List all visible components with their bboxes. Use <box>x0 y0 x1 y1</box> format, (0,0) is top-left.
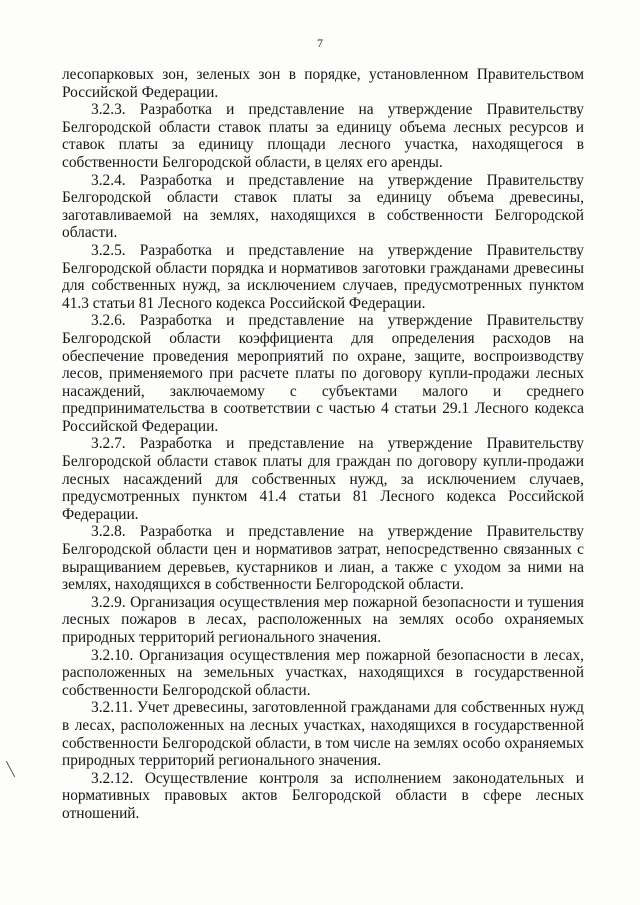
paragraph-continuation: лесопарковых зон, зеленых зон в порядке, установленном Правительством Российской Федерации. <box>62 66 584 101</box>
scan-mark <box>6 761 15 777</box>
paragraph-3-2-10: 3.2.10. Организация осуществления мер пожарной безопасности в лесах, расположенных на земельных участках, находящихся в государственной собственности Белгородской области. <box>62 646 584 699</box>
paragraph-3-2-9: 3.2.9. Организация осуществления мер пожарной безопасности и тушения лесных пожаров в лесах, расположенных на землях особо охраняемых природных территорий регионального значения. <box>62 593 584 646</box>
paragraph-3-2-3: 3.2.3. Разработка и представление на утверждение Правительству Белгородской области ставок платы за единицу объема лесных ресурсов и ставок платы за единицу площади лесного участка, находящегося в собственности Белгородской области, в целях его аренды. <box>62 101 584 171</box>
paragraph-3-2-4: 3.2.4. Разработка и представление на утверждение Правительству Белгородской области ставок платы за единицу объема древесины, заготавливаемой на землях, находящихся в собственности Белгородской области. <box>62 171 584 242</box>
paragraph-3-2-7: 3.2.7. Разработка и представление на утверждение Правительству Белгородской области ставок платы для граждан по договору купли-продажи лесных насаждений для собственных нужд, за исключением случаев, предусмотренных пунктом 41.4 статьи 81 Лесного кодекса Российской Федерации. <box>62 435 584 523</box>
paragraph-3-2-11: 3.2.11. Учет древесины, заготовленной гражданами для собственных нужд в лесах, расположенных на лесных участках, находящихся в государственной собственности Белгородской области, в том числе на землях особо охраняемых природных территорий регионального значения. <box>62 699 584 770</box>
paragraph-3-2-12: 3.2.12. Осуществление контроля за исполнением законодательных и нормативных правовых актов Белгородской области в сфере лесных отношений. <box>62 769 584 822</box>
document-text <box>62 66 584 823</box>
paragraph-3-2-6: 3.2.6. Разработка и представление на утверждение Правительству Белгородской области коэффициента для определения расходов на обеспечение проведения мероприятий по охране, защите, воспроизводству лесов, применяемого при расчете платы по договору купли-продажи лесных насаждений, заключаемому с субъектами малого и среднего предпринимательства в соответствии с частью 4 статьи 29.1 Лесного кодекса Российской Федерации. <box>62 312 584 435</box>
page-number: 7 <box>317 36 323 50</box>
paragraph-3-2-5: 3.2.5. Разработка и представление на утверждение Правительству Белгородской области порядка и нормативов заготовки гражданами древесины для собственных нужд, за исключением случаев, предусмотренных пунктом 41.3 статьи 81 Лесного кодекса Российской Федерации. <box>62 241 584 312</box>
paragraph-3-2-8: 3.2.8. Разработка и представление на утверждение Правительству Белгородской области цен и нормативов затрат, непосредственно связанных с выращиванием деревьев, кустарников и лиан, а также с уходом за ними на землях, находящихся в собственности Белгородской области. <box>62 523 584 594</box>
